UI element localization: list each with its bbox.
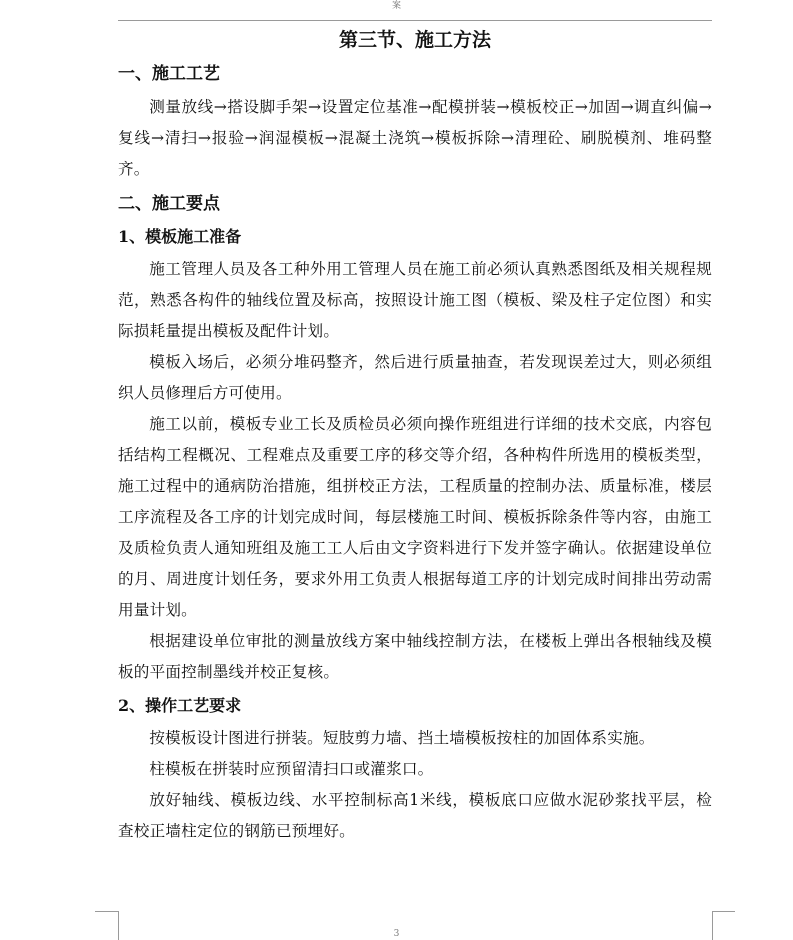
- heading-formwork-preparation: 1、模板施工准备: [118, 227, 242, 246]
- corner-mark-right-h: [712, 911, 735, 912]
- paragraph: 柱模板在拼装时应预留清扫口或灌浆口。: [149, 760, 434, 778]
- corner-mark-left-h: [95, 911, 118, 912]
- page-number: 3: [393, 929, 400, 939]
- page-header-text: 案: [391, 1, 401, 11]
- paragraph: 放好轴线、模板边线、水平控制标高1米线，模板底口应做水泥砂浆找平层，检查校正墙柱定位的钢筋已预埋好。: [118, 791, 712, 840]
- document-body: [118, 24, 712, 847]
- paragraph: 按模板设计图进行拼装。短肢剪力墙、挡土墙模板按柱的加固体系实施。: [149, 729, 655, 747]
- heading-construction-points: 二、施工要点: [118, 194, 220, 214]
- section-title: 第三节、施工方法: [338, 29, 491, 51]
- paragraph: 模板入场后，必须分堆码整齐，然后进行质量抽查，若发现误差过大，则必须组织人员修理后方可使用。: [118, 353, 712, 402]
- heading-operation-requirements: 2、操作工艺要求: [118, 696, 242, 715]
- paragraph: 根据建设单位审批的测量放线方案中轴线控制方法，在楼板上弹出各根轴线及模板的平面控制墨线并校正复核。: [118, 632, 712, 681]
- process-flow-paragraph: 测量放线→搭设脚手架→设置定位基准→配模拼装→模板校正→加固→调直纠偏→复线→清扫→报验→润湿模板→混凝土浇筑→模板拆除→清理砼、刷脱模剂、堆码整齐。: [118, 98, 712, 178]
- heading-construction-process: 一、施工工艺: [118, 64, 220, 84]
- paragraph: 施工管理人员及各工种外用工管理人员在施工前必须认真熟悉图纸及相关规程规范，熟悉各构件的轴线位置及标高，按照设计施工图（模板、梁及柱子定位图）和实际损耗量提出模板及配件计划。: [118, 260, 712, 340]
- paragraph: 施工以前，模板专业工长及质检员必须向操作班组进行详细的技术交底，内容包括结构工程概况、工程难点及重要工序的移交等介绍，各种构件所选用的模板类型，施工过程中的通病防治措施，组拼校正方法，工程质量的控制办法、质量标准，楼层工序流程及各工序的计划完成时间，每层楼施工时间、模板拆除条件等内容，由施工及质检负责人通知班组及施工工人后由文字资料进行下发并签字确认。依据建设单位的月、周进度计划任务，要求外用工负责人根据每道工序的计划完成时间排出劳动需用量计划。: [118, 415, 712, 619]
- header-rule: [118, 20, 712, 21]
